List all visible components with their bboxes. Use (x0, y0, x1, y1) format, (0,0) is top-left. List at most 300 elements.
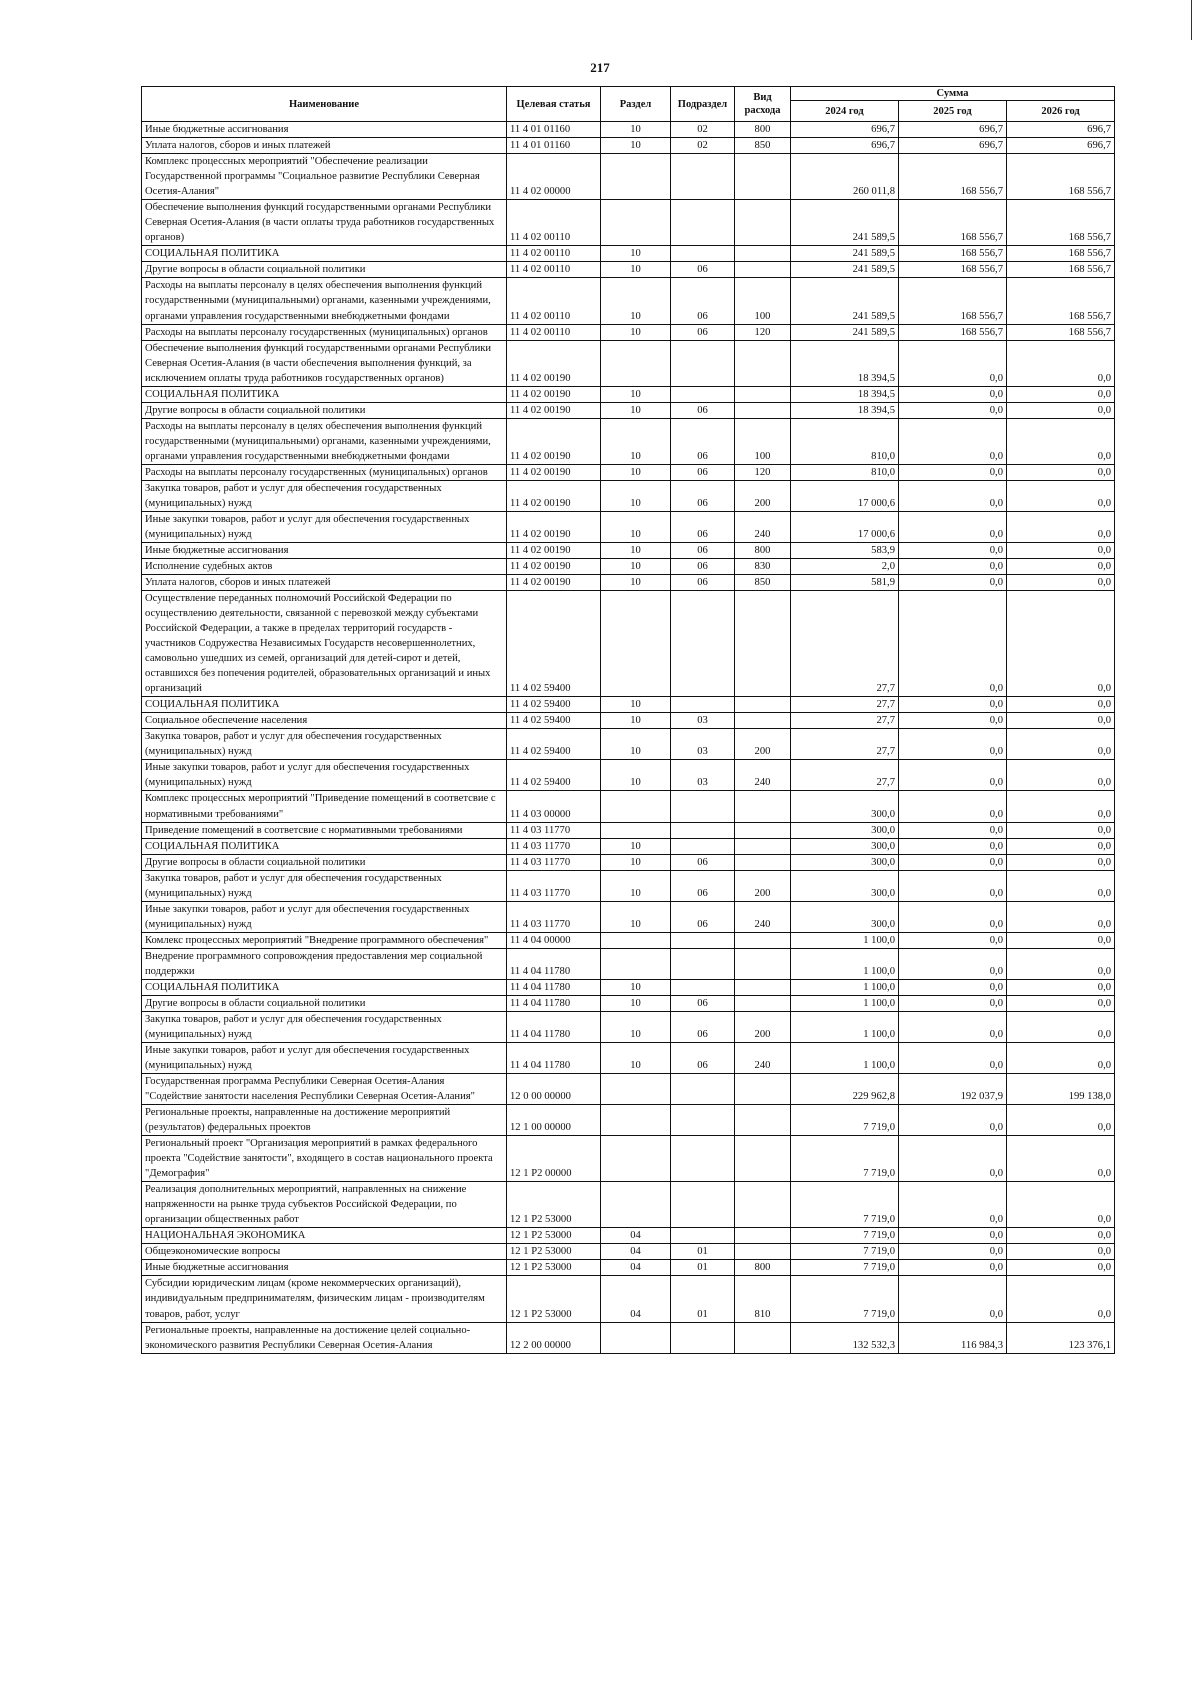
table-row (142, 262, 1115, 278)
table-row (142, 932, 1115, 948)
cell-sum-2025: 0,0 (899, 995, 1007, 1011)
cell-vid: 100 (735, 278, 791, 324)
cell-razdel (601, 154, 671, 200)
cell-sum-2024: 300,0 (791, 854, 899, 870)
cell-vid: 240 (735, 511, 791, 542)
cell-razdel: 10 (601, 262, 671, 278)
cell-target-code: 11 4 02 00110 (507, 246, 601, 262)
cell-sum-2025: 0,0 (899, 870, 1007, 901)
cell-sum-2024: 581,9 (791, 575, 899, 591)
cell-name: Закупка товаров, работ и услуг для обеспечения государственных (муниципальных) нужд (142, 729, 507, 760)
cell-sum-2024: 1 100,0 (791, 995, 899, 1011)
cell-sum-2025: 0,0 (899, 697, 1007, 713)
cell-name: Другие вопросы в области социальной политики (142, 995, 507, 1011)
cell-vid: 240 (735, 1042, 791, 1073)
cell-sum-2025: 168 556,7 (899, 200, 1007, 246)
cell-podrazdel: 02 (671, 122, 735, 138)
cell-podrazdel: 03 (671, 729, 735, 760)
cell-sum-2025: 0,0 (899, 838, 1007, 854)
cell-sum-2026: 168 556,7 (1007, 262, 1115, 278)
cell-podrazdel (671, 246, 735, 262)
cell-sum-2024: 810,0 (791, 418, 899, 464)
cell-sum-2024: 229 962,8 (791, 1074, 899, 1105)
cell-target-code: 12 1 P2 53000 (507, 1182, 601, 1228)
cell-vid (735, 854, 791, 870)
table-row (142, 1260, 1115, 1276)
cell-name: Иные закупки товаров, работ и услуг для обеспечения государственных (муниципальных) нужд (142, 760, 507, 791)
header-name: Наименование (142, 87, 507, 122)
header-2024: 2024 год (791, 101, 899, 122)
cell-sum-2024: 27,7 (791, 760, 899, 791)
cell-vid (735, 262, 791, 278)
cell-vid: 240 (735, 760, 791, 791)
cell-target-code: 11 4 02 59400 (507, 591, 601, 697)
table-row (142, 154, 1115, 200)
cell-name: Расходы на выплаты персоналу государственных (муниципальных) органов (142, 464, 507, 480)
cell-vid (735, 1244, 791, 1260)
cell-sum-2026: 0,0 (1007, 979, 1115, 995)
cell-target-code: 12 1 P2 53000 (507, 1244, 601, 1260)
cell-sum-2025: 0,0 (899, 575, 1007, 591)
cell-sum-2024: 1 100,0 (791, 948, 899, 979)
cell-podrazdel (671, 340, 735, 386)
table-body (142, 122, 1115, 1353)
cell-razdel: 10 (601, 559, 671, 575)
cell-razdel (601, 1105, 671, 1136)
header-2025: 2025 год (899, 101, 1007, 122)
table-row (142, 324, 1115, 340)
table-row (142, 386, 1115, 402)
table-row (142, 542, 1115, 558)
table-row (142, 760, 1115, 791)
cell-sum-2024: 1 100,0 (791, 979, 899, 995)
cell-vid (735, 340, 791, 386)
cell-podrazdel (671, 1105, 735, 1136)
cell-podrazdel: 06 (671, 464, 735, 480)
cell-target-code: 11 4 02 00190 (507, 402, 601, 418)
cell-podrazdel: 06 (671, 870, 735, 901)
table-row (142, 948, 1115, 979)
cell-sum-2026: 0,0 (1007, 340, 1115, 386)
cell-sum-2025: 0,0 (899, 1105, 1007, 1136)
cell-sum-2024: 17 000,6 (791, 480, 899, 511)
cell-razdel: 10 (601, 729, 671, 760)
cell-sum-2025: 0,0 (899, 1228, 1007, 1244)
cell-razdel (601, 948, 671, 979)
cell-razdel (601, 1322, 671, 1353)
cell-target-code: 11 4 04 00000 (507, 932, 601, 948)
cell-name: Обеспечение выполнения функций государственными органами Республики Северная Осетия-Алания (в части обеспечения выполнения функций, за исключением оплаты труда работников государственных органов) (142, 340, 507, 386)
cell-sum-2026: 168 556,7 (1007, 154, 1115, 200)
cell-vid (735, 713, 791, 729)
table-row (142, 122, 1115, 138)
cell-sum-2025: 116 984,3 (899, 1322, 1007, 1353)
cell-target-code: 11 4 02 00110 (507, 200, 601, 246)
cell-sum-2025: 0,0 (899, 1276, 1007, 1322)
cell-sum-2025: 0,0 (899, 948, 1007, 979)
cell-razdel: 10 (601, 278, 671, 324)
scan-edge-line (1191, 0, 1192, 40)
cell-name: Региональные проекты, направленные на достижение целей социально-экономического развития Республики Северная Осетия-Алания (142, 1322, 507, 1353)
cell-sum-2024: 27,7 (791, 729, 899, 760)
cell-target-code: 11 4 01 01160 (507, 138, 601, 154)
cell-sum-2024: 132 532,3 (791, 1322, 899, 1353)
cell-razdel (601, 1074, 671, 1105)
cell-target-code: 12 1 00 00000 (507, 1105, 601, 1136)
table-row (142, 480, 1115, 511)
cell-sum-2026: 0,0 (1007, 402, 1115, 418)
cell-vid: 200 (735, 870, 791, 901)
cell-sum-2024: 300,0 (791, 870, 899, 901)
cell-target-code: 11 4 02 00000 (507, 154, 601, 200)
header-podrazdel: Подраздел (671, 87, 735, 122)
table-row (142, 1011, 1115, 1042)
cell-name: Социальное обеспечение населения (142, 713, 507, 729)
cell-podrazdel: 06 (671, 901, 735, 932)
cell-target-code: 11 4 04 11780 (507, 1042, 601, 1073)
cell-podrazdel (671, 932, 735, 948)
cell-vid: 120 (735, 464, 791, 480)
cell-target-code: 11 4 02 59400 (507, 713, 601, 729)
cell-vid (735, 1074, 791, 1105)
cell-target-code: 11 4 04 11780 (507, 979, 601, 995)
cell-sum-2024: 7 719,0 (791, 1228, 899, 1244)
cell-target-code: 11 4 02 00190 (507, 340, 601, 386)
table-row (142, 1074, 1115, 1105)
header-vid: Вид расхода (735, 87, 791, 122)
cell-podrazdel: 03 (671, 760, 735, 791)
cell-razdel: 04 (601, 1276, 671, 1322)
cell-target-code: 11 4 02 00190 (507, 559, 601, 575)
cell-vid (735, 402, 791, 418)
table-row (142, 200, 1115, 246)
cell-razdel: 10 (601, 901, 671, 932)
cell-sum-2025: 0,0 (899, 402, 1007, 418)
cell-sum-2024: 810,0 (791, 464, 899, 480)
cell-target-code: 11 4 04 11780 (507, 948, 601, 979)
cell-vid (735, 697, 791, 713)
cell-sum-2026: 0,0 (1007, 854, 1115, 870)
cell-sum-2024: 7 719,0 (791, 1276, 899, 1322)
cell-name: Иные закупки товаров, работ и услуг для обеспечения государственных (муниципальных) нужд (142, 901, 507, 932)
cell-vid: 810 (735, 1276, 791, 1322)
cell-razdel: 10 (601, 575, 671, 591)
cell-sum-2026: 199 138,0 (1007, 1074, 1115, 1105)
cell-name: Другие вопросы в области социальной политики (142, 854, 507, 870)
cell-sum-2026: 0,0 (1007, 901, 1115, 932)
table-row (142, 901, 1115, 932)
cell-name: Уплата налогов, сборов и иных платежей (142, 575, 507, 591)
cell-sum-2026: 0,0 (1007, 822, 1115, 838)
cell-sum-2026: 0,0 (1007, 1260, 1115, 1276)
cell-sum-2026: 0,0 (1007, 1182, 1115, 1228)
cell-podrazdel (671, 591, 735, 697)
cell-podrazdel (671, 200, 735, 246)
cell-sum-2026: 696,7 (1007, 122, 1115, 138)
cell-sum-2026: 0,0 (1007, 542, 1115, 558)
cell-razdel: 10 (601, 697, 671, 713)
cell-podrazdel (671, 1228, 735, 1244)
cell-sum-2024: 260 011,8 (791, 154, 899, 200)
cell-name: Приведение помещений в соответсвие с нормативными требованиями (142, 822, 507, 838)
cell-sum-2024: 1 100,0 (791, 932, 899, 948)
cell-razdel: 04 (601, 1260, 671, 1276)
cell-sum-2026: 0,0 (1007, 386, 1115, 402)
cell-sum-2024: 696,7 (791, 122, 899, 138)
table-row (142, 591, 1115, 697)
cell-sum-2025: 168 556,7 (899, 278, 1007, 324)
cell-vid: 800 (735, 122, 791, 138)
cell-podrazdel: 06 (671, 480, 735, 511)
cell-podrazdel (671, 979, 735, 995)
cell-sum-2025: 0,0 (899, 511, 1007, 542)
cell-sum-2026: 0,0 (1007, 1011, 1115, 1042)
cell-name: Комплекс процессных мероприятий "Приведение помещений в соответсвие с нормативными требованиями" (142, 791, 507, 822)
cell-name: Субсидии юридическим лицам (кроме некоммерческих организаций), индивидуальным предпринимателям, физическим лицам - производителям товаров, работ, услуг (142, 1276, 507, 1322)
cell-sum-2024: 241 589,5 (791, 262, 899, 278)
cell-name: Исполнение судебных актов (142, 559, 507, 575)
cell-vid: 120 (735, 324, 791, 340)
cell-sum-2026: 123 376,1 (1007, 1322, 1115, 1353)
cell-sum-2026: 0,0 (1007, 1105, 1115, 1136)
cell-razdel (601, 1182, 671, 1228)
cell-name: Комплекс процессных мероприятий "Обеспечение реализации Государственной программы "Социальное развитие Республики Северная Осетия-Алания" (142, 154, 507, 200)
cell-podrazdel: 06 (671, 324, 735, 340)
cell-vid (735, 822, 791, 838)
cell-podrazdel (671, 838, 735, 854)
cell-sum-2025: 0,0 (899, 340, 1007, 386)
cell-vid: 200 (735, 480, 791, 511)
cell-sum-2025: 0,0 (899, 979, 1007, 995)
cell-sum-2025: 0,0 (899, 1182, 1007, 1228)
cell-name: Внедрение программного сопровождения предоставления мер социальной поддержки (142, 948, 507, 979)
cell-sum-2026: 0,0 (1007, 559, 1115, 575)
cell-sum-2024: 583,9 (791, 542, 899, 558)
cell-razdel: 10 (601, 1042, 671, 1073)
cell-sum-2026: 0,0 (1007, 729, 1115, 760)
cell-vid: 240 (735, 901, 791, 932)
cell-name: Иные бюджетные ассигнования (142, 542, 507, 558)
cell-vid: 800 (735, 1260, 791, 1276)
cell-podrazdel (671, 791, 735, 822)
cell-sum-2024: 7 719,0 (791, 1182, 899, 1228)
cell-sum-2026: 0,0 (1007, 760, 1115, 791)
cell-razdel: 10 (601, 246, 671, 262)
cell-sum-2025: 0,0 (899, 760, 1007, 791)
cell-vid: 850 (735, 575, 791, 591)
cell-podrazdel: 06 (671, 1011, 735, 1042)
cell-podrazdel: 06 (671, 995, 735, 1011)
table-row (142, 511, 1115, 542)
cell-target-code: 11 4 03 11770 (507, 838, 601, 854)
cell-target-code: 11 4 02 00190 (507, 511, 601, 542)
cell-name: Закупка товаров, работ и услуг для обеспечения государственных (муниципальных) нужд (142, 480, 507, 511)
cell-podrazdel: 06 (671, 575, 735, 591)
cell-sum-2026: 0,0 (1007, 575, 1115, 591)
cell-sum-2026: 0,0 (1007, 464, 1115, 480)
cell-sum-2026: 168 556,7 (1007, 200, 1115, 246)
cell-target-code: 11 4 02 59400 (507, 697, 601, 713)
cell-sum-2024: 7 719,0 (791, 1105, 899, 1136)
cell-podrazdel: 01 (671, 1260, 735, 1276)
cell-razdel: 10 (601, 324, 671, 340)
cell-name: Региональный проект "Организация мероприятий в рамках федерального проекта "Содействие занятости", входящего в состав национального проекта "Демография" (142, 1136, 507, 1182)
cell-name: Обеспечение выполнения функций государственными органами Республики Северная Осетия-Алания (в части оплаты труда работников государственных органов) (142, 200, 507, 246)
cell-name: Комлекс процессных мероприятий "Внедрение программного обеспечения" (142, 932, 507, 948)
cell-razdel: 10 (601, 511, 671, 542)
table-row (142, 1182, 1115, 1228)
cell-podrazdel (671, 1136, 735, 1182)
cell-sum-2024: 27,7 (791, 591, 899, 697)
cell-target-code: 11 4 02 00110 (507, 262, 601, 278)
cell-name: Иные бюджетные ассигнования (142, 122, 507, 138)
cell-razdel: 10 (601, 542, 671, 558)
cell-sum-2024: 18 394,5 (791, 340, 899, 386)
cell-sum-2025: 0,0 (899, 542, 1007, 558)
cell-podrazdel: 02 (671, 138, 735, 154)
cell-sum-2025: 192 037,9 (899, 1074, 1007, 1105)
cell-podrazdel: 06 (671, 854, 735, 870)
cell-vid (735, 200, 791, 246)
cell-razdel: 10 (601, 386, 671, 402)
header-code: Целевая статья (507, 87, 601, 122)
table-header (142, 87, 1115, 122)
cell-target-code: 11 4 03 11770 (507, 822, 601, 838)
cell-sum-2024: 27,7 (791, 713, 899, 729)
cell-podrazdel: 01 (671, 1276, 735, 1322)
cell-razdel: 10 (601, 402, 671, 418)
cell-sum-2024: 241 589,5 (791, 324, 899, 340)
cell-podrazdel: 06 (671, 262, 735, 278)
cell-podrazdel: 06 (671, 278, 735, 324)
cell-podrazdel: 03 (671, 713, 735, 729)
cell-sum-2025: 0,0 (899, 480, 1007, 511)
cell-razdel (601, 932, 671, 948)
cell-sum-2026: 0,0 (1007, 870, 1115, 901)
cell-vid (735, 1322, 791, 1353)
cell-sum-2026: 0,0 (1007, 713, 1115, 729)
cell-vid (735, 948, 791, 979)
cell-target-code: 12 0 00 00000 (507, 1074, 601, 1105)
cell-target-code: 11 4 03 00000 (507, 791, 601, 822)
cell-sum-2025: 168 556,7 (899, 154, 1007, 200)
cell-target-code: 11 4 02 00190 (507, 464, 601, 480)
cell-name: Иные бюджетные ассигнования (142, 1260, 507, 1276)
table-row (142, 138, 1115, 154)
cell-podrazdel: 01 (671, 1244, 735, 1260)
cell-target-code: 11 4 02 00110 (507, 324, 601, 340)
cell-sum-2026: 0,0 (1007, 1276, 1115, 1322)
table-row (142, 1228, 1115, 1244)
cell-podrazdel: 06 (671, 559, 735, 575)
cell-target-code: 12 1 P2 00000 (507, 1136, 601, 1182)
cell-target-code: 11 4 02 00190 (507, 480, 601, 511)
cell-vid (735, 995, 791, 1011)
table-row (142, 559, 1115, 575)
cell-sum-2025: 0,0 (899, 822, 1007, 838)
cell-razdel: 10 (601, 979, 671, 995)
table-row (142, 995, 1115, 1011)
cell-sum-2026: 0,0 (1007, 511, 1115, 542)
cell-podrazdel (671, 1074, 735, 1105)
cell-razdel: 10 (601, 480, 671, 511)
cell-name: Другие вопросы в области социальной политики (142, 262, 507, 278)
cell-target-code: 12 1 P2 53000 (507, 1276, 601, 1322)
cell-razdel: 10 (601, 122, 671, 138)
cell-podrazdel: 06 (671, 511, 735, 542)
page-number: 217 (590, 60, 610, 75)
cell-sum-2025: 0,0 (899, 1011, 1007, 1042)
cell-target-code: 11 4 04 11780 (507, 1011, 601, 1042)
cell-sum-2026: 0,0 (1007, 1228, 1115, 1244)
cell-razdel: 10 (601, 854, 671, 870)
cell-sum-2026: 0,0 (1007, 838, 1115, 854)
table-row (142, 246, 1115, 262)
cell-sum-2026: 0,0 (1007, 480, 1115, 511)
cell-target-code: 11 4 02 00110 (507, 278, 601, 324)
cell-name: Осуществление переданных полномочий Российской Федерации по осуществлению деятельности, связанной с перевозкой между субъектами Российской Федерации, а также в пределах территорий государств - участников Содружества Независимых Государств несовершеннолетних, самовольно ушедших из семей, организаций для детей-сирот и детей, оставшихся без попечения родителей, образовательных организаций и иных организаций (142, 591, 507, 697)
cell-sum-2024: 18 394,5 (791, 402, 899, 418)
cell-sum-2024: 7 719,0 (791, 1136, 899, 1182)
cell-name: Закупка товаров, работ и услуг для обеспечения государственных (муниципальных) нужд (142, 1011, 507, 1042)
cell-sum-2025: 0,0 (899, 418, 1007, 464)
cell-razdel: 10 (601, 995, 671, 1011)
cell-sum-2024: 27,7 (791, 697, 899, 713)
header-2026: 2026 год (1007, 101, 1115, 122)
cell-sum-2024: 241 589,5 (791, 278, 899, 324)
cell-podrazdel (671, 1322, 735, 1353)
cell-podrazdel (671, 154, 735, 200)
cell-podrazdel (671, 386, 735, 402)
cell-sum-2026: 168 556,7 (1007, 324, 1115, 340)
cell-razdel (601, 791, 671, 822)
cell-sum-2025: 0,0 (899, 791, 1007, 822)
cell-razdel: 04 (601, 1228, 671, 1244)
header-razdel: Раздел (601, 87, 671, 122)
cell-target-code: 12 1 P2 53000 (507, 1228, 601, 1244)
table-row (142, 870, 1115, 901)
cell-podrazdel: 06 (671, 542, 735, 558)
cell-sum-2026: 0,0 (1007, 932, 1115, 948)
table-row (142, 1136, 1115, 1182)
cell-vid (735, 1105, 791, 1136)
cell-sum-2024: 17 000,6 (791, 511, 899, 542)
cell-sum-2025: 0,0 (899, 901, 1007, 932)
cell-razdel: 10 (601, 838, 671, 854)
cell-razdel: 10 (601, 138, 671, 154)
cell-sum-2026: 0,0 (1007, 791, 1115, 822)
cell-name: Реализация дополнительных мероприятий, направленных на снижение напряженности на рынке труда субъектов Российской Федерации, по организации общественных работ (142, 1182, 507, 1228)
table-row (142, 278, 1115, 324)
cell-sum-2024: 300,0 (791, 838, 899, 854)
cell-sum-2026: 0,0 (1007, 1244, 1115, 1260)
cell-target-code: 11 4 02 59400 (507, 729, 601, 760)
cell-sum-2025: 0,0 (899, 1260, 1007, 1276)
cell-sum-2025: 0,0 (899, 1042, 1007, 1073)
cell-vid (735, 1228, 791, 1244)
cell-target-code: 11 4 02 00190 (507, 575, 601, 591)
cell-sum-2024: 300,0 (791, 791, 899, 822)
cell-vid (735, 979, 791, 995)
cell-target-code: 11 4 01 01160 (507, 122, 601, 138)
cell-target-code: 11 4 03 11770 (507, 901, 601, 932)
cell-vid (735, 591, 791, 697)
cell-name: НАЦИОНАЛЬНАЯ ЭКОНОМИКА (142, 1228, 507, 1244)
cell-sum-2024: 300,0 (791, 822, 899, 838)
cell-sum-2025: 0,0 (899, 1244, 1007, 1260)
cell-vid: 850 (735, 138, 791, 154)
cell-name: Иные закупки товаров, работ и услуг для обеспечения государственных (муниципальных) нужд (142, 1042, 507, 1073)
